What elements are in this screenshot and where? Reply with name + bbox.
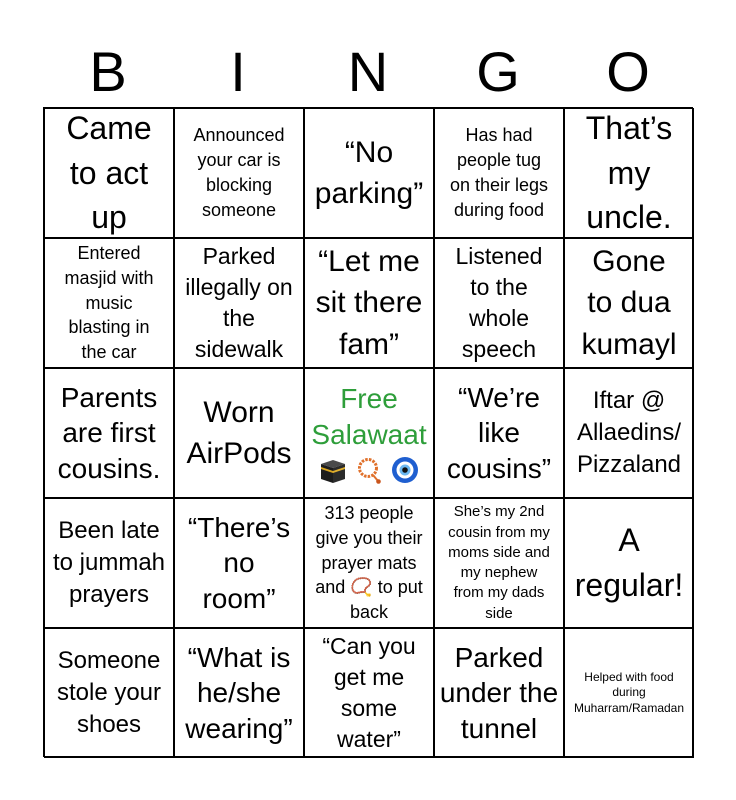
bingo-cell[interactable]	[44, 108, 174, 238]
free-space-icons	[318, 455, 420, 485]
cell-text: Iftar @ Allaedins/ Pizzaland	[576, 387, 682, 478]
header-letter-g: G	[476, 40, 520, 103]
bingo-cell[interactable]	[174, 368, 304, 498]
bingo-cell[interactable]	[434, 108, 564, 238]
cell-text: Has had people tug on their legs during food	[449, 125, 549, 220]
kaaba-icon	[318, 455, 348, 485]
cell-text: Entered masjid with music blasting in the car	[64, 242, 154, 363]
bingo-cell[interactable]	[564, 108, 694, 238]
bingo-cell[interactable]	[434, 628, 564, 758]
free-space-cell[interactable]	[304, 368, 434, 498]
bingo-cell[interactable]	[304, 498, 434, 628]
free-space-text: Free Salawaat	[311, 382, 427, 450]
bingo-cell[interactable]	[304, 628, 434, 758]
bingo-cell[interactable]	[44, 238, 174, 368]
header-letter-b: B	[89, 40, 127, 103]
bingo-board	[43, 107, 693, 757]
cell-text: A regular!	[574, 522, 684, 603]
prayer-beads-icon	[354, 455, 384, 485]
cell-text: Listened to the whole speech	[455, 242, 543, 363]
bingo-cell[interactable]	[174, 238, 304, 368]
bingo-cell[interactable]	[434, 498, 564, 628]
cell-text: Came to act up	[66, 109, 152, 236]
cell-text: Parked under the tunnel	[439, 641, 559, 744]
bingo-cell[interactable]	[564, 628, 694, 758]
cell-text: “There’s no room”	[187, 511, 291, 614]
bingo-cell[interactable]	[174, 628, 304, 758]
bingo-cell[interactable]	[44, 498, 174, 628]
bingo-cell[interactable]	[174, 498, 304, 628]
bingo-cell[interactable]	[564, 498, 694, 628]
cell-text: “What is he/she wearing”	[185, 641, 293, 744]
bingo-cell[interactable]	[564, 238, 694, 368]
bingo-cell[interactable]	[304, 238, 434, 368]
bingo-header	[43, 38, 693, 106]
cell-text: Someone stole your shoes	[56, 647, 162, 738]
bingo-cell[interactable]	[174, 108, 304, 238]
cell-text: “We’re like cousins”	[446, 381, 552, 484]
bingo-cell[interactable]	[564, 368, 694, 498]
bingo-cell[interactable]	[434, 368, 564, 498]
cell-text: 313 people give you their prayer mats and 📿 to put back	[315, 502, 423, 623]
cell-text: “Can you get me some water”	[322, 632, 416, 753]
evil-eye-icon	[390, 455, 420, 485]
cell-text: Parents are first cousins.	[57, 381, 161, 484]
cell-text: Helped with food during Muharram/Ramadan	[573, 669, 685, 715]
cell-text: Worn AirPods	[186, 395, 292, 470]
cell-text: That’s my uncle.	[585, 109, 673, 236]
bingo-cell[interactable]	[44, 628, 174, 758]
header-letter-n: N	[347, 40, 389, 103]
cell-text: “No parking”	[314, 135, 424, 210]
cell-text: “Let me sit there fam”	[315, 244, 423, 361]
bingo-cell[interactable]	[304, 108, 434, 238]
cell-text: Announced your car is blocking someone	[193, 125, 285, 220]
bingo-cell[interactable]	[434, 238, 564, 368]
header-letter-o: O	[606, 40, 650, 103]
cell-text: Parked illegally on the sidewalk	[185, 242, 293, 363]
cell-text: Gone to dua kumayl	[581, 244, 677, 361]
bingo-cell[interactable]	[44, 368, 174, 498]
cell-text: Been late to jummah prayers	[52, 517, 166, 608]
header-letter-i: I	[230, 40, 246, 103]
cell-text: She’s my 2nd cousin from my moms side and my nephew from my dads side	[448, 503, 550, 622]
